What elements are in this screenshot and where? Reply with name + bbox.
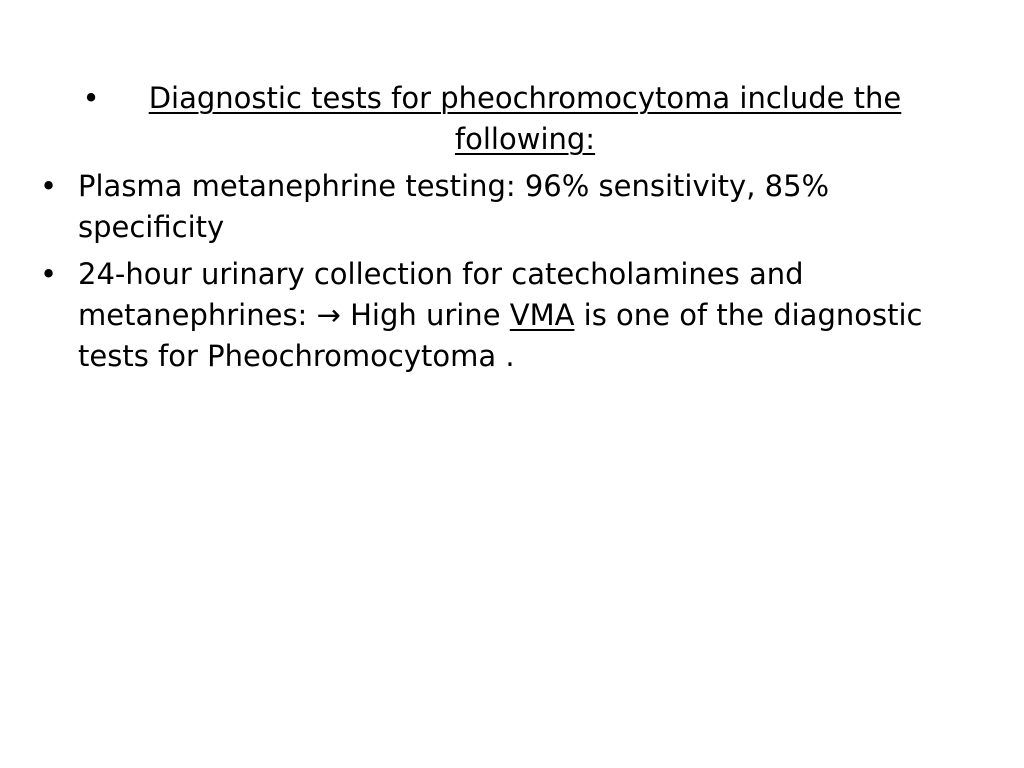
right-arrow-icon: → — [316, 298, 341, 332]
bullet-plasma-metanephrine — [40, 166, 940, 248]
bullet-text-part3: is one of the diagnostic tests for Pheochromocytoma . — [78, 298, 923, 373]
bullet-urinary-collection — [40, 254, 940, 377]
bullet-dot-icon: • — [40, 257, 58, 291]
vma-link[interactable]: VMA — [509, 298, 575, 332]
heading-bullet — [40, 78, 940, 160]
bullet-text: Plasma metanephrine testing: 96% sensitivity, 85% specificity — [78, 169, 830, 244]
slide-heading: Diagnostic tests for pheochromocytoma include the following: — [148, 81, 902, 156]
bullet-dot-icon: • — [40, 169, 58, 203]
bullet-text-part2: High urine — [340, 298, 510, 332]
bullet-text-part1: 24-hour urinary collection for catecholamines and metanephrines: — [78, 257, 804, 332]
bullet-dot-icon: • — [82, 81, 100, 115]
bullet-list — [40, 78, 940, 383]
